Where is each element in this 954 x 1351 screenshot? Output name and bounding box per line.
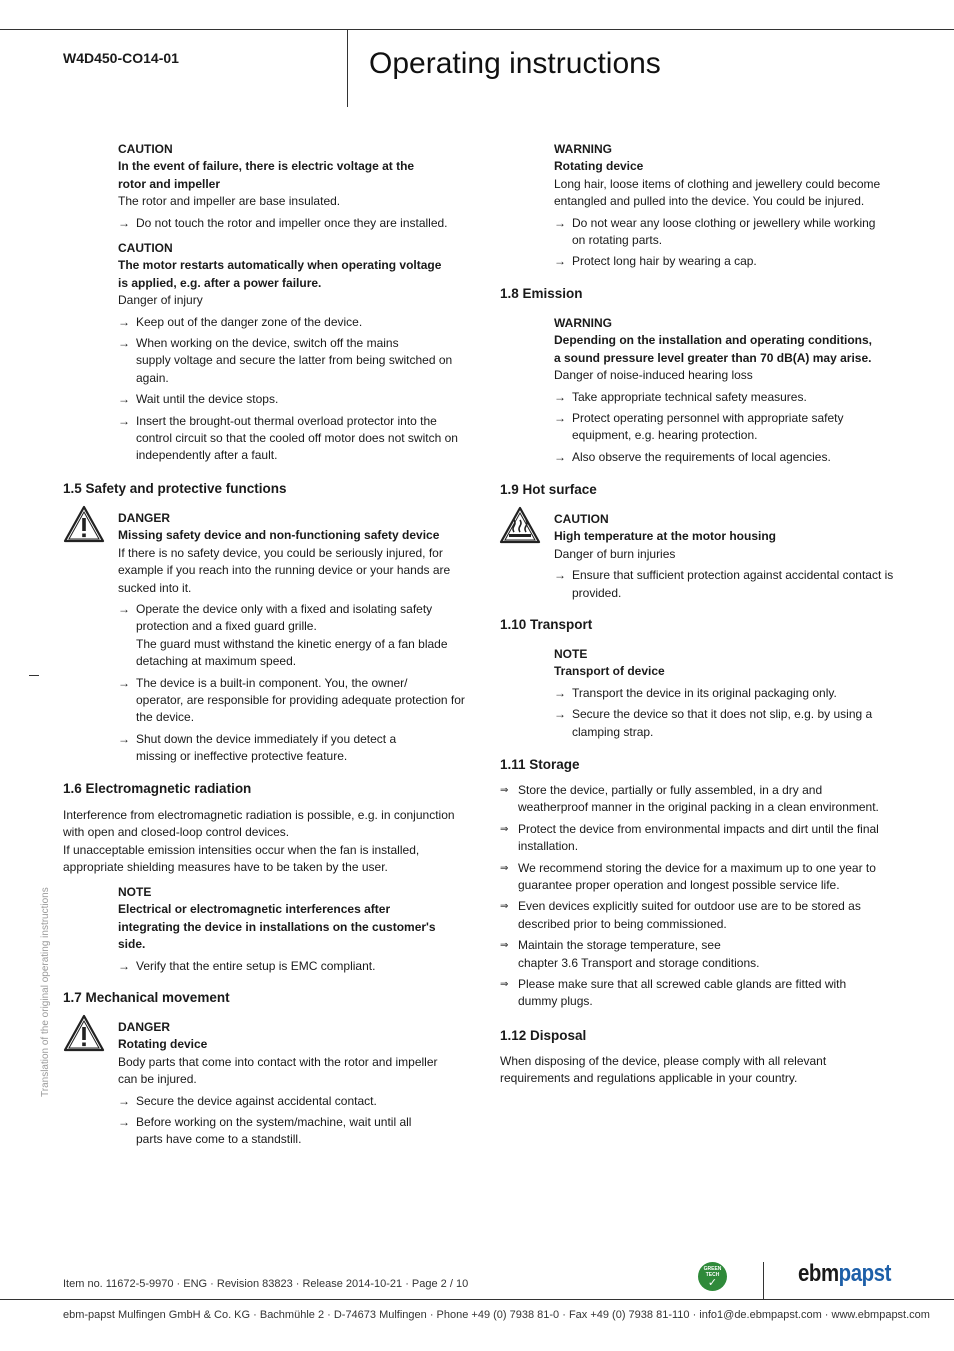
instruction-item (118, 675, 468, 727)
list-item-line: ⇒ Please make sure that all screwed cable glands are fitted with (518, 977, 847, 992)
instruction-line: equipment, e.g. hearing protection. (572, 428, 758, 443)
list-item-line: ⇒ Store the device, partially or fully assembled, in a dry and (518, 783, 823, 797)
instruction-item (118, 731, 468, 766)
instruction-line: supply voltage and secure the latter from being switched on (136, 353, 453, 368)
instruction-line: on rotating parts. (572, 233, 663, 248)
warning-text: Danger of noise-induced hearing loss (554, 368, 753, 383)
instruction-item (118, 601, 468, 671)
instruction-line: → Secure the device so that it does not slip, e.g. by using a (572, 707, 873, 722)
instruction-line: the device. (136, 710, 195, 725)
instruction-line: → Before working on the system/machine, wait until all (136, 1115, 412, 1130)
storage-list (500, 778, 900, 1011)
danger-text-line: If there is no safety device, you could be seriously injured, for (118, 545, 443, 560)
section-heading-1-8: 1.8 Emission (500, 286, 583, 301)
instruction-item (118, 413, 468, 465)
badge-line: TECH (705, 1272, 720, 1278)
list-item (500, 782, 900, 817)
note-title-line: side. (118, 937, 146, 952)
danger-text-line: example if you reach into the running device or your hands are (118, 563, 451, 578)
instruction-item (118, 1114, 468, 1149)
warning-rotating-device (554, 141, 904, 271)
section-heading-1-10: 1.10 Transport (500, 617, 593, 632)
footer-item-info: Item no. 11672-5-9970 · ENG · Revision 83823 · Release 2014-10-21 · Page 2 / 10 (63, 1278, 469, 1290)
warning-title-line: a sound pressure level greater than 70 dB(A) may arise. (554, 350, 872, 365)
instruction-line: → Operate the device only with a fixed and isolating safety (136, 602, 433, 617)
list-item-line: ⇒ Maintain the storage temperature, see (518, 938, 721, 953)
warning-label: WARNING (554, 316, 612, 330)
instruction-line: The guard must withstand the kinetic energy of a fan blade (136, 636, 448, 651)
note-title: Transport of device (554, 664, 665, 679)
list-item-line: ⇒ Even devices explicitly suited for outdoor use are to be stored as (518, 899, 861, 914)
section-heading-1-12: 1.12 Disposal (500, 1028, 587, 1043)
list-item (500, 976, 900, 1011)
header-divider (347, 29, 348, 107)
caution-title-line: In the event of failure, there is electric voltage at the (118, 159, 415, 174)
logo-part-papst: papst (838, 1260, 891, 1287)
danger-text-line: can be injured. (118, 1072, 197, 1087)
instruction-item (554, 410, 904, 445)
list-item (500, 821, 900, 856)
caution-hot-surface (554, 511, 904, 602)
instruction-line: → Insert the brought-out thermal overload protector into the (136, 413, 437, 428)
footer-company-info: ebm-papst Mulfingen GmbH & Co. KG · Bachmühle 2 · D-74673 Mulfingen · Phone +49 (0) 7938 81-0 · Fax +49 (0) 7938 81-110 · info1@de.ebmpapst.com · www.ebmpapst.com (63, 1309, 930, 1321)
list-item-line: chapter 3.6 Transport and storage conditions. (518, 955, 760, 970)
caution-text: Danger of injury (118, 293, 203, 308)
header-top-rule (0, 29, 954, 30)
instruction-line: independently after a fault. (136, 448, 278, 463)
danger-label: DANGER (118, 1020, 171, 1034)
instruction-line: → Do not wear any loose clothing or jewellery while working (572, 215, 876, 230)
warning-text-line: entangled and pulled into the device. You could be injured. (554, 194, 865, 209)
list-item (500, 898, 900, 933)
section-heading-1-5: 1.5 Safety and protective functions (63, 481, 287, 496)
instruction-item: → Wait until the device stops. (118, 391, 468, 408)
note-label: NOTE (554, 647, 588, 661)
list-item (500, 937, 900, 972)
instruction-line: protection and a fixed guard grille. (136, 619, 317, 634)
warning-text-line: Long hair, loose items of clothing and jewellery could become (554, 176, 881, 191)
list-item-line: ⇒ Protect the device from environmental impacts and dirt until the final (518, 821, 879, 836)
instruction-item: → Keep out of the danger zone of the device. (118, 314, 468, 331)
list-item-line: installation. (518, 839, 579, 854)
warning-triangle-icon (63, 1014, 105, 1052)
instruction-line: control circuit so that the cooled off motor does not switch on (136, 431, 458, 446)
instruction-line: → Ensure that sufficient protection against accidental contact is (572, 568, 894, 583)
caution-title-line: rotor and impeller (118, 176, 221, 191)
danger-text-line: sucked into it. (118, 580, 192, 595)
section-heading-1-9: 1.9 Hot surface (500, 482, 597, 497)
instruction-item (554, 706, 904, 741)
instruction-line: detaching at maximum speed. (136, 654, 297, 669)
instruction-item: → Secure the device against accidental contact. (118, 1093, 468, 1110)
badge-line: GREEN (703, 1266, 722, 1272)
margin-tick (29, 675, 39, 676)
caution-label: CAUTION (118, 142, 173, 156)
ebmpapst-logo (798, 1259, 891, 1289)
caution-text: Danger of burn injuries (554, 546, 676, 561)
section-heading-1-6: 1.6 Electromagnetic radiation (63, 781, 252, 796)
paragraph-line: appropriate shielding measures have to be taken by the user. (63, 860, 388, 875)
instruction-item: → Protect long hair by wearing a cap. (554, 253, 904, 270)
caution-title-line: The motor restarts automatically when operating voltage (118, 258, 442, 273)
note-title-line: integrating the device in installations on the customer's (118, 919, 436, 934)
instruction-line: missing or ineffective protective feature. (136, 749, 348, 764)
caution-label: CAUTION (118, 241, 173, 255)
list-item-line: described prior to being commissioned. (518, 916, 727, 931)
instruction-line: → When working on the device, switch off the mains (136, 336, 399, 351)
danger-title: Rotating device (118, 1037, 208, 1052)
emc-paragraph (63, 807, 473, 877)
instruction-item (118, 335, 468, 387)
danger-text-line: Body parts that come into contact with the rotor and impeller (118, 1054, 438, 1069)
greentech-badge (698, 1262, 727, 1291)
instruction-item: → Verify that the entire setup is EMC compliant. (118, 958, 468, 975)
instruction-line: parts have come to a standstill. (136, 1132, 302, 1147)
instruction-line: again. (136, 370, 169, 385)
section-heading-1-11: 1.11 Storage (500, 757, 580, 772)
instruction-item (554, 567, 904, 602)
warning-title: Rotating device (554, 159, 644, 174)
danger-safety-device (118, 510, 468, 766)
instruction-item: → Transport the device in its original packaging only. (554, 685, 904, 702)
list-item-line: guarantee proper operation and longest possible service life. (518, 878, 840, 893)
note-emc (118, 884, 468, 975)
product-code: W4D450-CO14-01 (63, 50, 179, 66)
danger-rotating-device (118, 1019, 468, 1149)
caution-electric-voltage (118, 141, 468, 232)
paragraph-line: Interference from electromagnetic radiation is possible, e.g. in conjunction (63, 808, 455, 822)
warning-triangle-icon (63, 505, 105, 543)
instruction-item: → Do not touch the rotor and impeller once they are installed. (118, 215, 468, 232)
instruction-line: clamping strap. (572, 724, 654, 739)
caution-label: CAUTION (554, 512, 609, 526)
note-title-line: Electrical or electromagnetic interferences after (118, 902, 391, 917)
warning-title-line: Depending on the installation and operating conditions, (554, 333, 872, 348)
list-item-line: ⇒ We recommend storing the device for a maximum up to one year to (518, 860, 876, 875)
paragraph-line: If unacceptable emission intensities occur when the fan is installed, (63, 842, 420, 857)
caution-text: The rotor and impeller are base insulated. (118, 194, 341, 209)
instruction-item (554, 215, 904, 250)
checkmark-icon: ✓ (707, 1277, 718, 1289)
logo-part-ebm: ebm (798, 1260, 839, 1287)
caution-motor-restart (118, 240, 468, 465)
footer-divider (763, 1262, 764, 1300)
instruction-line: → Shut down the device immediately if you detect a (136, 731, 397, 746)
paragraph-line: with open and closed-loop control devices. (63, 825, 290, 840)
danger-label: DANGER (118, 511, 171, 525)
instruction-item: → Also observe the requirements of local agencies. (554, 449, 904, 466)
disposal-paragraph (500, 1053, 900, 1088)
caution-title: High temperature at the motor housing (554, 529, 777, 544)
note-transport (554, 646, 904, 741)
side-note: Translation of the original operating instructions (40, 887, 51, 1097)
list-item-line: dummy plugs. (518, 994, 593, 1009)
paragraph-line: When disposing of the device, please comply with all relevant (500, 1054, 827, 1068)
list-item-line: weatherproof manner in the original packing in a clean environment. (518, 800, 879, 815)
instruction-item: → Take appropriate technical safety measures. (554, 389, 904, 406)
instruction-line: → Protect operating personnel with appropriate safety (572, 411, 844, 426)
caution-title-line: is applied, e.g. after a power failure. (118, 275, 322, 290)
paragraph-line: requirements and regulations applicable in your country. (500, 1071, 798, 1086)
instruction-line: → The device is a built-in component. You, the owner/ (136, 675, 408, 690)
warning-label: WARNING (554, 142, 612, 156)
note-label: NOTE (118, 885, 152, 899)
section-heading-1-7: 1.7 Mechanical movement (63, 990, 230, 1005)
footer-rule (0, 1299, 954, 1300)
warning-emission (554, 315, 904, 466)
list-item (500, 860, 900, 895)
instruction-line: provided. (572, 585, 622, 600)
page-title: Operating instructions (369, 47, 661, 80)
instruction-line: operator, are responsible for providing adequate protection for (136, 693, 465, 708)
danger-title: Missing safety device and non-functioning safety device (118, 528, 440, 543)
hot-surface-icon (499, 506, 541, 544)
